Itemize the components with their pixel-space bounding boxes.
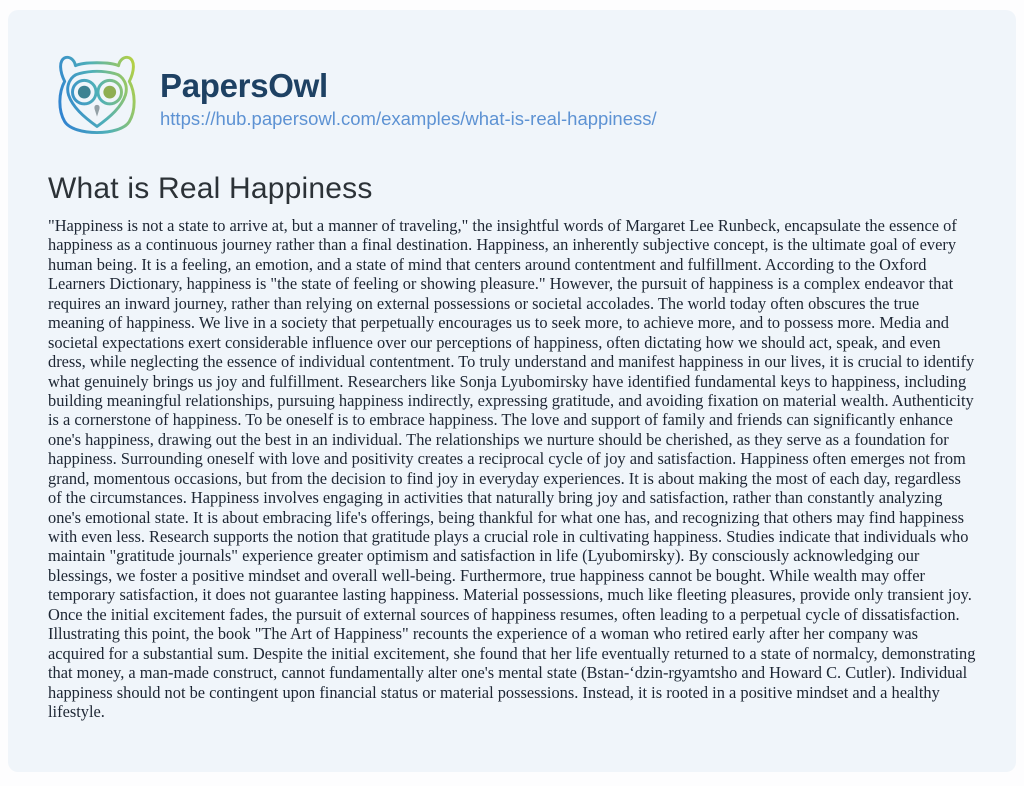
source-url-link[interactable]: https://hub.papersowl.com/examples/what-is-real-happiness/ — [160, 108, 657, 130]
page-title: What is Real Happiness — [48, 172, 373, 205]
site-header — [48, 48, 978, 150]
brand-block — [160, 68, 657, 130]
owl-icon — [48, 48, 146, 150]
essay-body: "Happiness is not a state to arrive at, but a manner of traveling," the insightful words of Margaret Lee Runbeck, encapsulate the essence of happiness as a continuous journey rather than a final destination. Happiness, an inherently subjective concept, is the ultimate goal of every human being. It is a feeling, an emotion, and a state of mind that centers around contentment and fulfillment. According to the Oxford Learners Dictionary, happiness is "the state of feeling or showing pleasure." However, the pursuit of happiness is a complex endeavor that requires an inward journey, rather than relying on external possessions or societal accolades. The world today often obscures the true meaning of happiness. We live in a society that perpetually encourages us to seek more, to achieve more, and to possess more. Media and societal expectations exert considerable influence over our perceptions of happiness, often dictating how we should act, speak, and even dress, while neglecting the essence of individual contentment. To truly understand and manifest happiness in our lives, it is crucial to identify what genuinely brings us joy and fulfillment. Researchers like Sonja Lyubomirsky have identified fundamental keys to happiness, including building meaningful relationships, pursuing happiness indirectly, expressing gratitude, and avoiding fixation on material wealth. Authenticity is a cornerstone of happiness. To be oneself is to embrace happiness. The love and support of family and friends can significantly enhance one's happiness, drawing out the best in an individual. The relationships we nurture should be cherished, as they serve as a foundation for happiness. Surrounding oneself with love and positivity creates a reciprocal cycle of joy and satisfaction. Happiness often emerges not from grand, momentous occasions, but from the decision to find joy in everyday experiences. It is about making the most of each day, regardless of the circumstances. Happiness involves engaging in activities that naturally bring joy and satisfaction, rather than constantly analyzing one's emotional state. It is about embracing life's offerings, being thankful for what one has, and recognizing that others may find happiness with even less. Research supports the notion that gratitude plays a crucial role in cultivating happiness. Studies indicate that individuals who maintain "gratitude journals" experience greater optimism and satisfaction in life (Lyubomirsky). By consciously acknowledging our blessings, we foster a positive mindset and overall well-being. Furthermore, true happiness cannot be bought. While wealth may offer temporary satisfaction, it does not guarantee lasting happiness. Material possessions, much like fleeting pleasures, provide only transient joy. Once the initial excitement fades, the pursuit of external sources of happiness resumes, often leading to a perpetual cycle of dissatisfaction. Illustrating this point, the book "The Art of Happiness" recounts the experience of a woman who retired early after her company was acquired for a substantial sum. Despite the initial excitement, she found that her life eventually returned to a state of normalcy, demonstrating that money, a man-made construct, cannot fundamentally alter one's mental state (Bstan-‘dzin-rgyamtsho and Howard C. Cutler). Individual happiness should not be contingent upon financial status or material possessions. Instead, it is rooted in a positive mindset and a healthy lifestyle. — [48, 216, 976, 721]
brand-name: PapersOwl — [160, 67, 328, 105]
page-card — [8, 10, 1016, 772]
